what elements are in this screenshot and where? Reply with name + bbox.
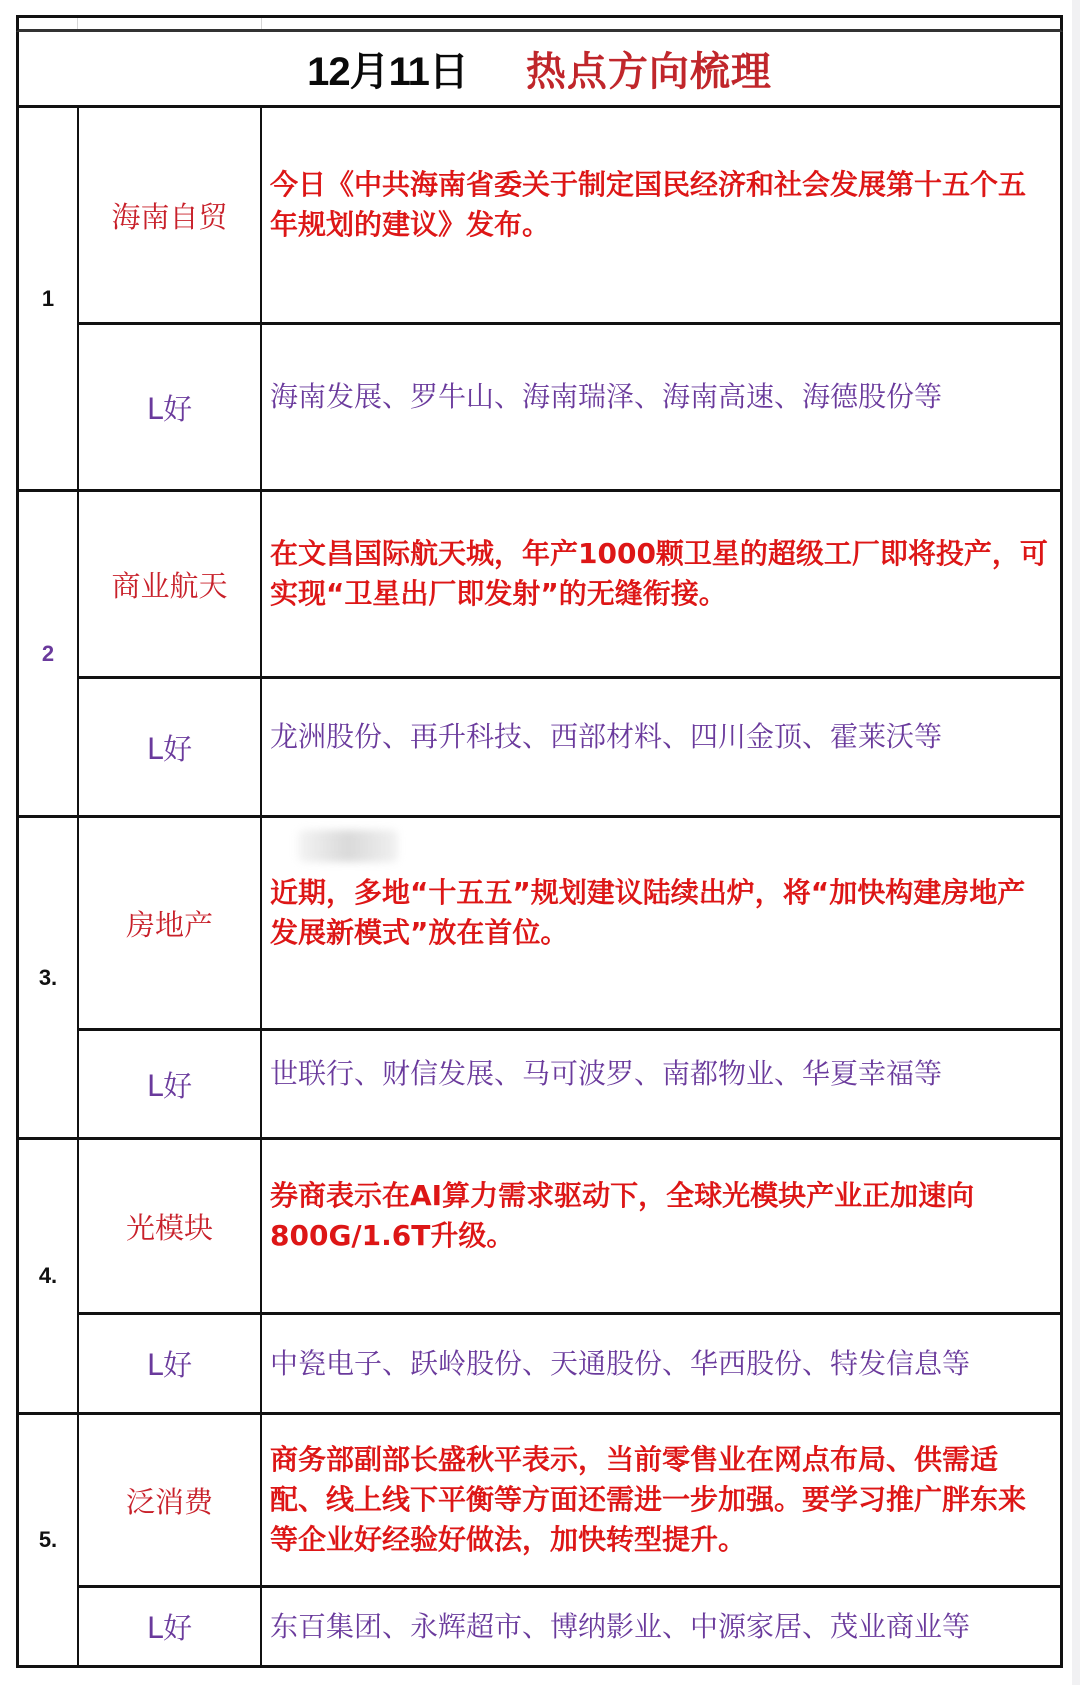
topic-group-5 (16, 1415, 1063, 1668)
stocks-text: 世联行、财信发展、马可波罗、南都物业、华夏幸福等 (270, 1057, 943, 1090)
news-text: 在文昌国际航天城，年产1000颗卫星的超级工厂即将投产，可实现“卫星出厂即发射”的无缝衔接。 (270, 537, 1048, 610)
topic-label: 房地产 (79, 818, 262, 1028)
group-number: 5. (19, 1415, 79, 1665)
benefit-row (79, 322, 1060, 489)
topic-label: 泛消费 (79, 1415, 262, 1585)
benefit-label: L好 (79, 1588, 262, 1665)
group-number: 2 (19, 492, 79, 815)
stocks-text: 东百集团、永辉超市、博纳影业、中源家居、茂业商业等 (270, 1609, 971, 1643)
news-text: 券商表示在AI算力需求驱动下，全球光模块产业正加速向800G/1.6T升级。 (270, 1179, 975, 1252)
news-text: 今日《中共海南省委关于制定国民经济和社会发展第十五个五年规划的建议》发布。 (270, 168, 1027, 241)
topic-group-3 (16, 818, 1063, 1140)
news-text: 商务部副部长盛秋平表示，当前零售业在网点布局、供需适配、线上线下平衡等方面还需进一步加强。要学习推广胖东来等企业好经验好做法，加快转型提升。 (270, 1443, 1027, 1556)
page-edge-strip (1072, 0, 1080, 1685)
topic-group-2 (16, 492, 1063, 818)
stocks-text: 龙洲股份、再升科技、西部材料、四川金顶、霍莱沃等 (270, 720, 943, 753)
group-number: 3. (19, 818, 79, 1137)
topic-group-4 (16, 1140, 1063, 1415)
benefit-label: L好 (79, 679, 262, 815)
benefit-label: L好 (79, 1315, 262, 1412)
benefit-label: L好 (79, 325, 262, 489)
benefit-row (79, 676, 1060, 815)
news-row (79, 1140, 1060, 1312)
news-row (79, 818, 1060, 1028)
topic-label: 商业航天 (79, 492, 262, 676)
benefit-row (79, 1585, 1060, 1665)
grid-line (77, 18, 78, 29)
stocks-text: 中瓷电子、跃岭股份、天通股份、华西股份、特发信息等 (270, 1346, 971, 1380)
hotspot-table (16, 15, 1063, 1668)
blurred-watermark (298, 830, 398, 862)
topic-label: 海南自贸 (79, 108, 262, 322)
benefit-label: L好 (79, 1031, 262, 1137)
news-row (79, 1415, 1060, 1585)
title-date: 12月11日 (307, 50, 468, 94)
empty-top-row (16, 15, 1063, 32)
news-text: 近期，多地“十五五”规划建议陆续出炉，将“加快构建房地产发展新模式”放在首位。 (270, 876, 1026, 949)
benefit-row (79, 1312, 1060, 1412)
stocks-text: 海南发展、罗牛山、海南瑞泽、海南高速、海德股份等 (270, 380, 943, 413)
news-row (79, 492, 1060, 676)
title-row (16, 32, 1063, 108)
topic-label: 光模块 (79, 1140, 262, 1312)
page-title: 热点方向梳理 (525, 49, 772, 95)
group-number: 1 (19, 108, 79, 489)
news-row (79, 108, 1060, 322)
benefit-row (79, 1028, 1060, 1137)
topic-group-1 (16, 108, 1063, 492)
grid-line (261, 18, 262, 29)
group-number: 4. (19, 1140, 79, 1412)
